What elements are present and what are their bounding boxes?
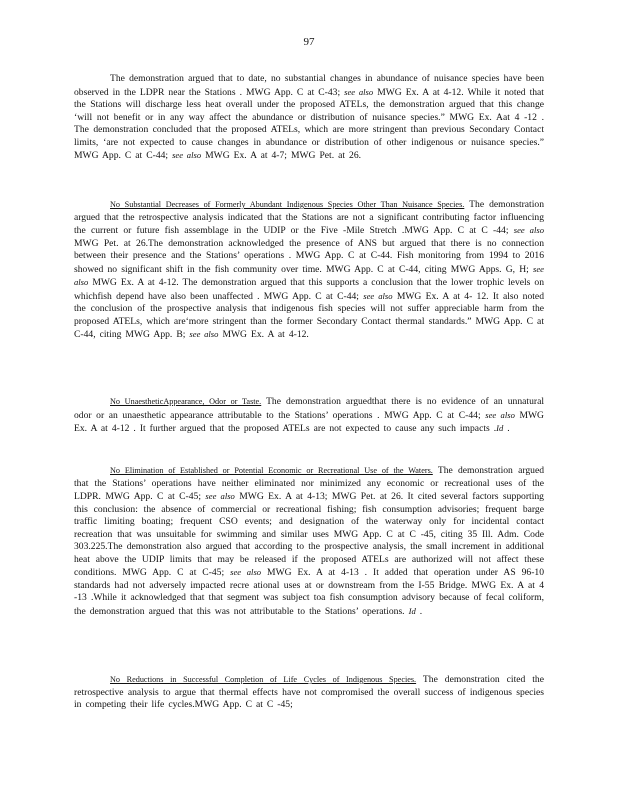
citation-signal: Id bbox=[408, 606, 416, 617]
citation-signal: see also bbox=[189, 329, 219, 340]
body-text: The demonstration cited the retrospective analysis to argue that thermal effects have not compromised the overall success of indigenous species in competing their life cycles.MWG App. C at C -45; bbox=[74, 674, 544, 711]
body-text: . bbox=[503, 423, 510, 435]
body-text: MWG Ex. A at 4-12 . It further argued that the proposed ATELs are not expected to cause any such impacts . bbox=[74, 409, 544, 435]
body-text: MWG Ex. A at 4-13 . It added that operation under AS 96-10 standards had not adversely impacted recre ational uses at or downstream from the I-55 Bridge. MWG Ex. A at 4 -13 .While it acknowledged that that segment was subject toa fish consumption advisory because of fecal coliform, the demonstration argued that this was not attributable to the Stations’ operations. bbox=[74, 567, 544, 618]
body-text: MWG Ex. A at 4-12. The demonstration argued that this supports a conclusion that the lower trophic levels on whichfish depend have also been unaffected . MWG App. C at C-44; bbox=[74, 277, 544, 302]
citation-signal: see also bbox=[344, 86, 374, 97]
body-text: MWG Ex. A at 4- 12. It also noted the conclusion of the prospective analysis that indigenous fish species will not suffer appreciable harm from the proposed ATELs, which are‘more stringent than the former Secondary Contact thermal standards.” MWG App. C at C-44, citing MWG App. B; bbox=[74, 290, 544, 341]
body-text: The demonstration argued that the Stations’ operations have neither eliminated nor minimized any economic or recreational uses of the LDPR. MWG App. C at C-45; bbox=[74, 465, 544, 503]
body-text: The demonstration argued that the retrospective analysis indicated that the Stations are not a significant contributing factor influencing the current or future fish assemblage in the UDIP or the Five -Mile Stretch .MWG App. C at C -44; bbox=[74, 199, 544, 237]
body-text: MWG Ex. A at 4-7; MWG Pet. at 26. bbox=[201, 150, 362, 162]
citation-signal: see also bbox=[172, 150, 202, 161]
paragraph-appearance-odor-taste bbox=[74, 396, 544, 436]
citation-signal: see also bbox=[205, 491, 235, 502]
citation-signal: see also bbox=[485, 409, 515, 420]
body-text: . bbox=[415, 606, 423, 618]
body-text: The demonstration argued that to date, no substantial changes in abundance of nuisance species have been observed in the LDPR near the Stations . MWG App. C at C-43; bbox=[74, 73, 544, 98]
citation-signal: see also bbox=[74, 263, 544, 288]
citation-signal: see also bbox=[230, 567, 262, 578]
citation-signal: see also bbox=[513, 225, 544, 236]
body-text: MWG Ex. A at 4-12. While it noted that the Stations will discharge less heat overall under the proposed ATELs, the demonstration argued that this change ‘will not benefit or in any way affect the abundance or distribution of nuisance species.” MWG Ex. Aat 4 -12 . The demonstration concluded that the proposed ATELs, which are more stringent than previous Secondary Contact limits, ‘are not expected to cause changes in abundance or distribution of other indigenous or nuisance species.” MWG App. C at C-44; bbox=[74, 86, 544, 162]
paragraph-nuisance-species bbox=[74, 73, 544, 163]
section-heading: No UnaestheticAppearance, Odor or Taste. bbox=[110, 397, 262, 406]
body-text: The demonstration arguedthat there is no evidence of an unnatural odor or an unaesthetic appearance attributable to the Stations’ operations . MWG App. C at C-44; bbox=[74, 396, 544, 421]
body-text: MWG Pet. at 26.The demonstration acknowledged the presence of ANS but argued that there is no connection between their presence and the Stations’ operations . MWG App. C at C-44. Fish monitoring from 1994 to 2016 showed no significant shift in the fish community over time. MWG App. C at C-44, citing MWG Apps. G, H; bbox=[74, 237, 544, 275]
section-heading: No Substantial Decreases of Formerly Abundant Indigenous Species Other Than Nuisance Species. bbox=[110, 200, 465, 209]
body-text: MWG Ex. A at 4-13; MWG Pet. at 26. It cited several factors supporting this conclusion: the absence of commercial or recreational fishing; fish consumption advisories; frequent barge traffic limiting boating; frequent CSO events; and designation of the waterway only for incidental contact recreation that was unsuitable for swimming and similar uses MWG App. C at C -45, citing 35 Ill. Adm. Code 303.225.The demonstration also argued that according to the prospective analysis, the small increment in additional heat above the UDIP limits that may be released if the proposed ATELs are authorized will not affect these conditions. MWG App. C at C-45; bbox=[74, 491, 544, 579]
paragraph-life-cycles bbox=[74, 674, 544, 712]
citation-signal: see also bbox=[363, 290, 393, 301]
page-number: 97 bbox=[303, 36, 315, 48]
section-heading: No Reductions in Successful Completion of Life Cycles of Indigenous Species. bbox=[110, 675, 417, 684]
citation-signal: Id bbox=[496, 423, 504, 434]
section-heading: No Elimination of Established or Potential Economic or Recreational Use of the Waters. bbox=[110, 466, 433, 475]
body-text: MWG Ex. A at 4-12. bbox=[218, 329, 309, 341]
paragraph-indigenous-species bbox=[74, 199, 544, 342]
paragraph-economic-recreational-use bbox=[74, 465, 544, 619]
